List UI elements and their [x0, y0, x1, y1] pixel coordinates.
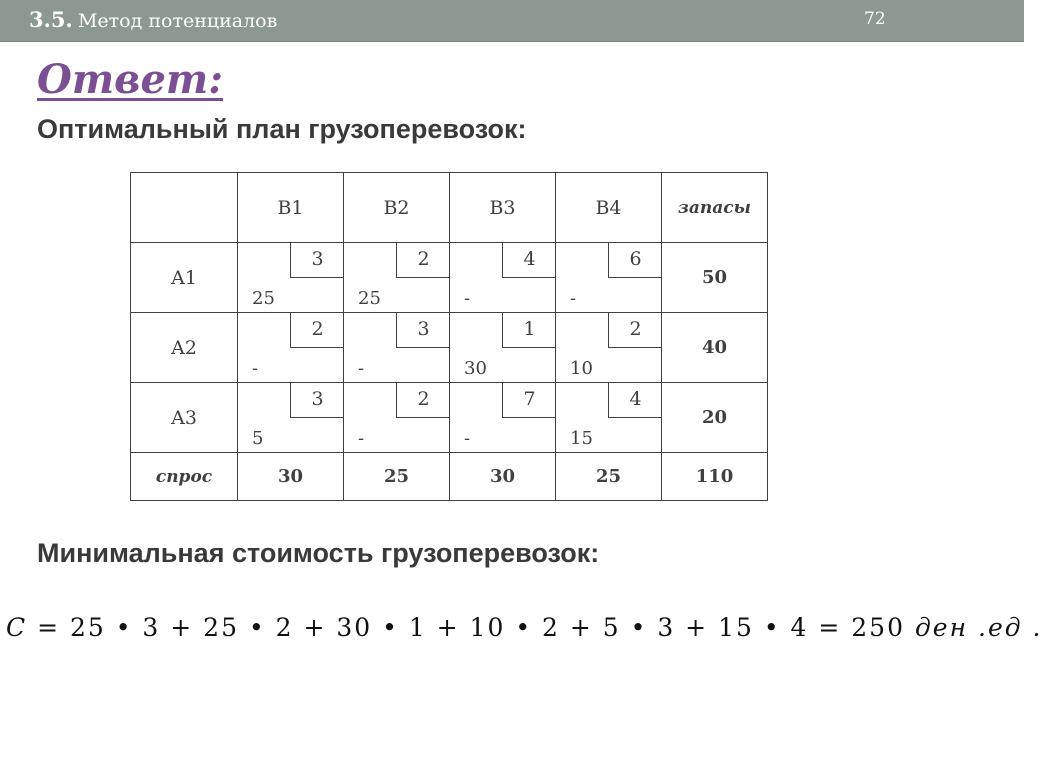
allocation-value: 10	[570, 358, 593, 379]
allocation-value: -	[464, 288, 471, 309]
allocation-value: -	[570, 288, 577, 309]
row-label-a1: A1	[131, 243, 238, 313]
cost-value: 3	[290, 382, 344, 418]
cost-value: 3	[396, 312, 450, 348]
table-cell	[238, 243, 344, 313]
formula-unit: ден .ед .	[914, 613, 1042, 642]
corner-cell	[131, 173, 238, 243]
column-header-b3: B3	[450, 173, 556, 243]
table-cell	[450, 243, 556, 313]
cost-value: 3	[290, 242, 344, 278]
supply-value: 50	[662, 243, 768, 313]
plan-title: Оптимальный план грузоперевозок:	[37, 114, 527, 144]
table-cell	[344, 313, 450, 383]
table-cell	[556, 383, 662, 453]
cost-title: Минимальная стоимость грузоперевозок:	[37, 538, 600, 568]
section-title: Метод потенциалов	[77, 10, 278, 32]
table-cell	[556, 313, 662, 383]
allocation-value: -	[464, 428, 471, 449]
formula-body: = 25 • 3 + 25 • 2 + 30 • 1 + 10 • 2 + 5 • 3 + 15 • 4 = 250	[27, 613, 915, 642]
cost-value: 1	[502, 312, 556, 348]
formula-variable: C	[6, 613, 28, 642]
demand-value: 30	[450, 453, 556, 501]
supply-header: запасы	[662, 173, 768, 243]
allocation-value: 25	[358, 288, 381, 309]
demand-value: 25	[344, 453, 450, 501]
supply-value: 20	[662, 383, 768, 453]
allocation-value: 30	[464, 358, 487, 379]
transport-table	[130, 172, 768, 501]
allocation-value: -	[358, 428, 365, 449]
table-header-row	[131, 173, 768, 243]
column-header-b1: B1	[238, 173, 344, 243]
demand-value: 25	[556, 453, 662, 501]
supply-value: 40	[662, 313, 768, 383]
cost-value: 4	[502, 242, 556, 278]
table-cell	[450, 383, 556, 453]
table-cell	[344, 383, 450, 453]
allocation-value: 25	[252, 288, 275, 309]
allocation-value: -	[358, 358, 365, 379]
cost-value: 2	[290, 312, 344, 348]
cost-value: 6	[608, 242, 662, 278]
column-header-b4: B4	[556, 173, 662, 243]
table-cell	[450, 313, 556, 383]
demand-value: 30	[238, 453, 344, 501]
cost-value: 2	[396, 382, 450, 418]
table-cell	[556, 243, 662, 313]
cost-value: 2	[396, 242, 450, 278]
page-number: 72	[864, 9, 886, 29]
allocation-value: -	[252, 358, 259, 379]
demand-row	[131, 453, 768, 501]
slide-header	[0, 0, 1024, 42]
table-row	[131, 383, 768, 453]
slide-title	[29, 7, 277, 32]
allocation-value: 15	[570, 428, 593, 449]
cost-value: 7	[502, 382, 556, 418]
cost-value: 4	[608, 382, 662, 418]
table-cell	[238, 313, 344, 383]
table-cell	[238, 383, 344, 453]
allocation-value: 5	[252, 428, 264, 449]
total-value: 110	[662, 453, 768, 501]
table-row	[131, 243, 768, 313]
column-header-b2: B2	[344, 173, 450, 243]
row-label-a3: A3	[131, 383, 238, 453]
table-row	[131, 313, 768, 383]
cost-formula	[6, 613, 1042, 642]
answer-heading: Ответ:	[37, 56, 223, 103]
cost-value: 2	[608, 312, 662, 348]
demand-label: спрос	[131, 453, 238, 501]
table-cell	[344, 243, 450, 313]
row-label-a2: A2	[131, 313, 238, 383]
section-number: 3.5.	[29, 7, 73, 32]
